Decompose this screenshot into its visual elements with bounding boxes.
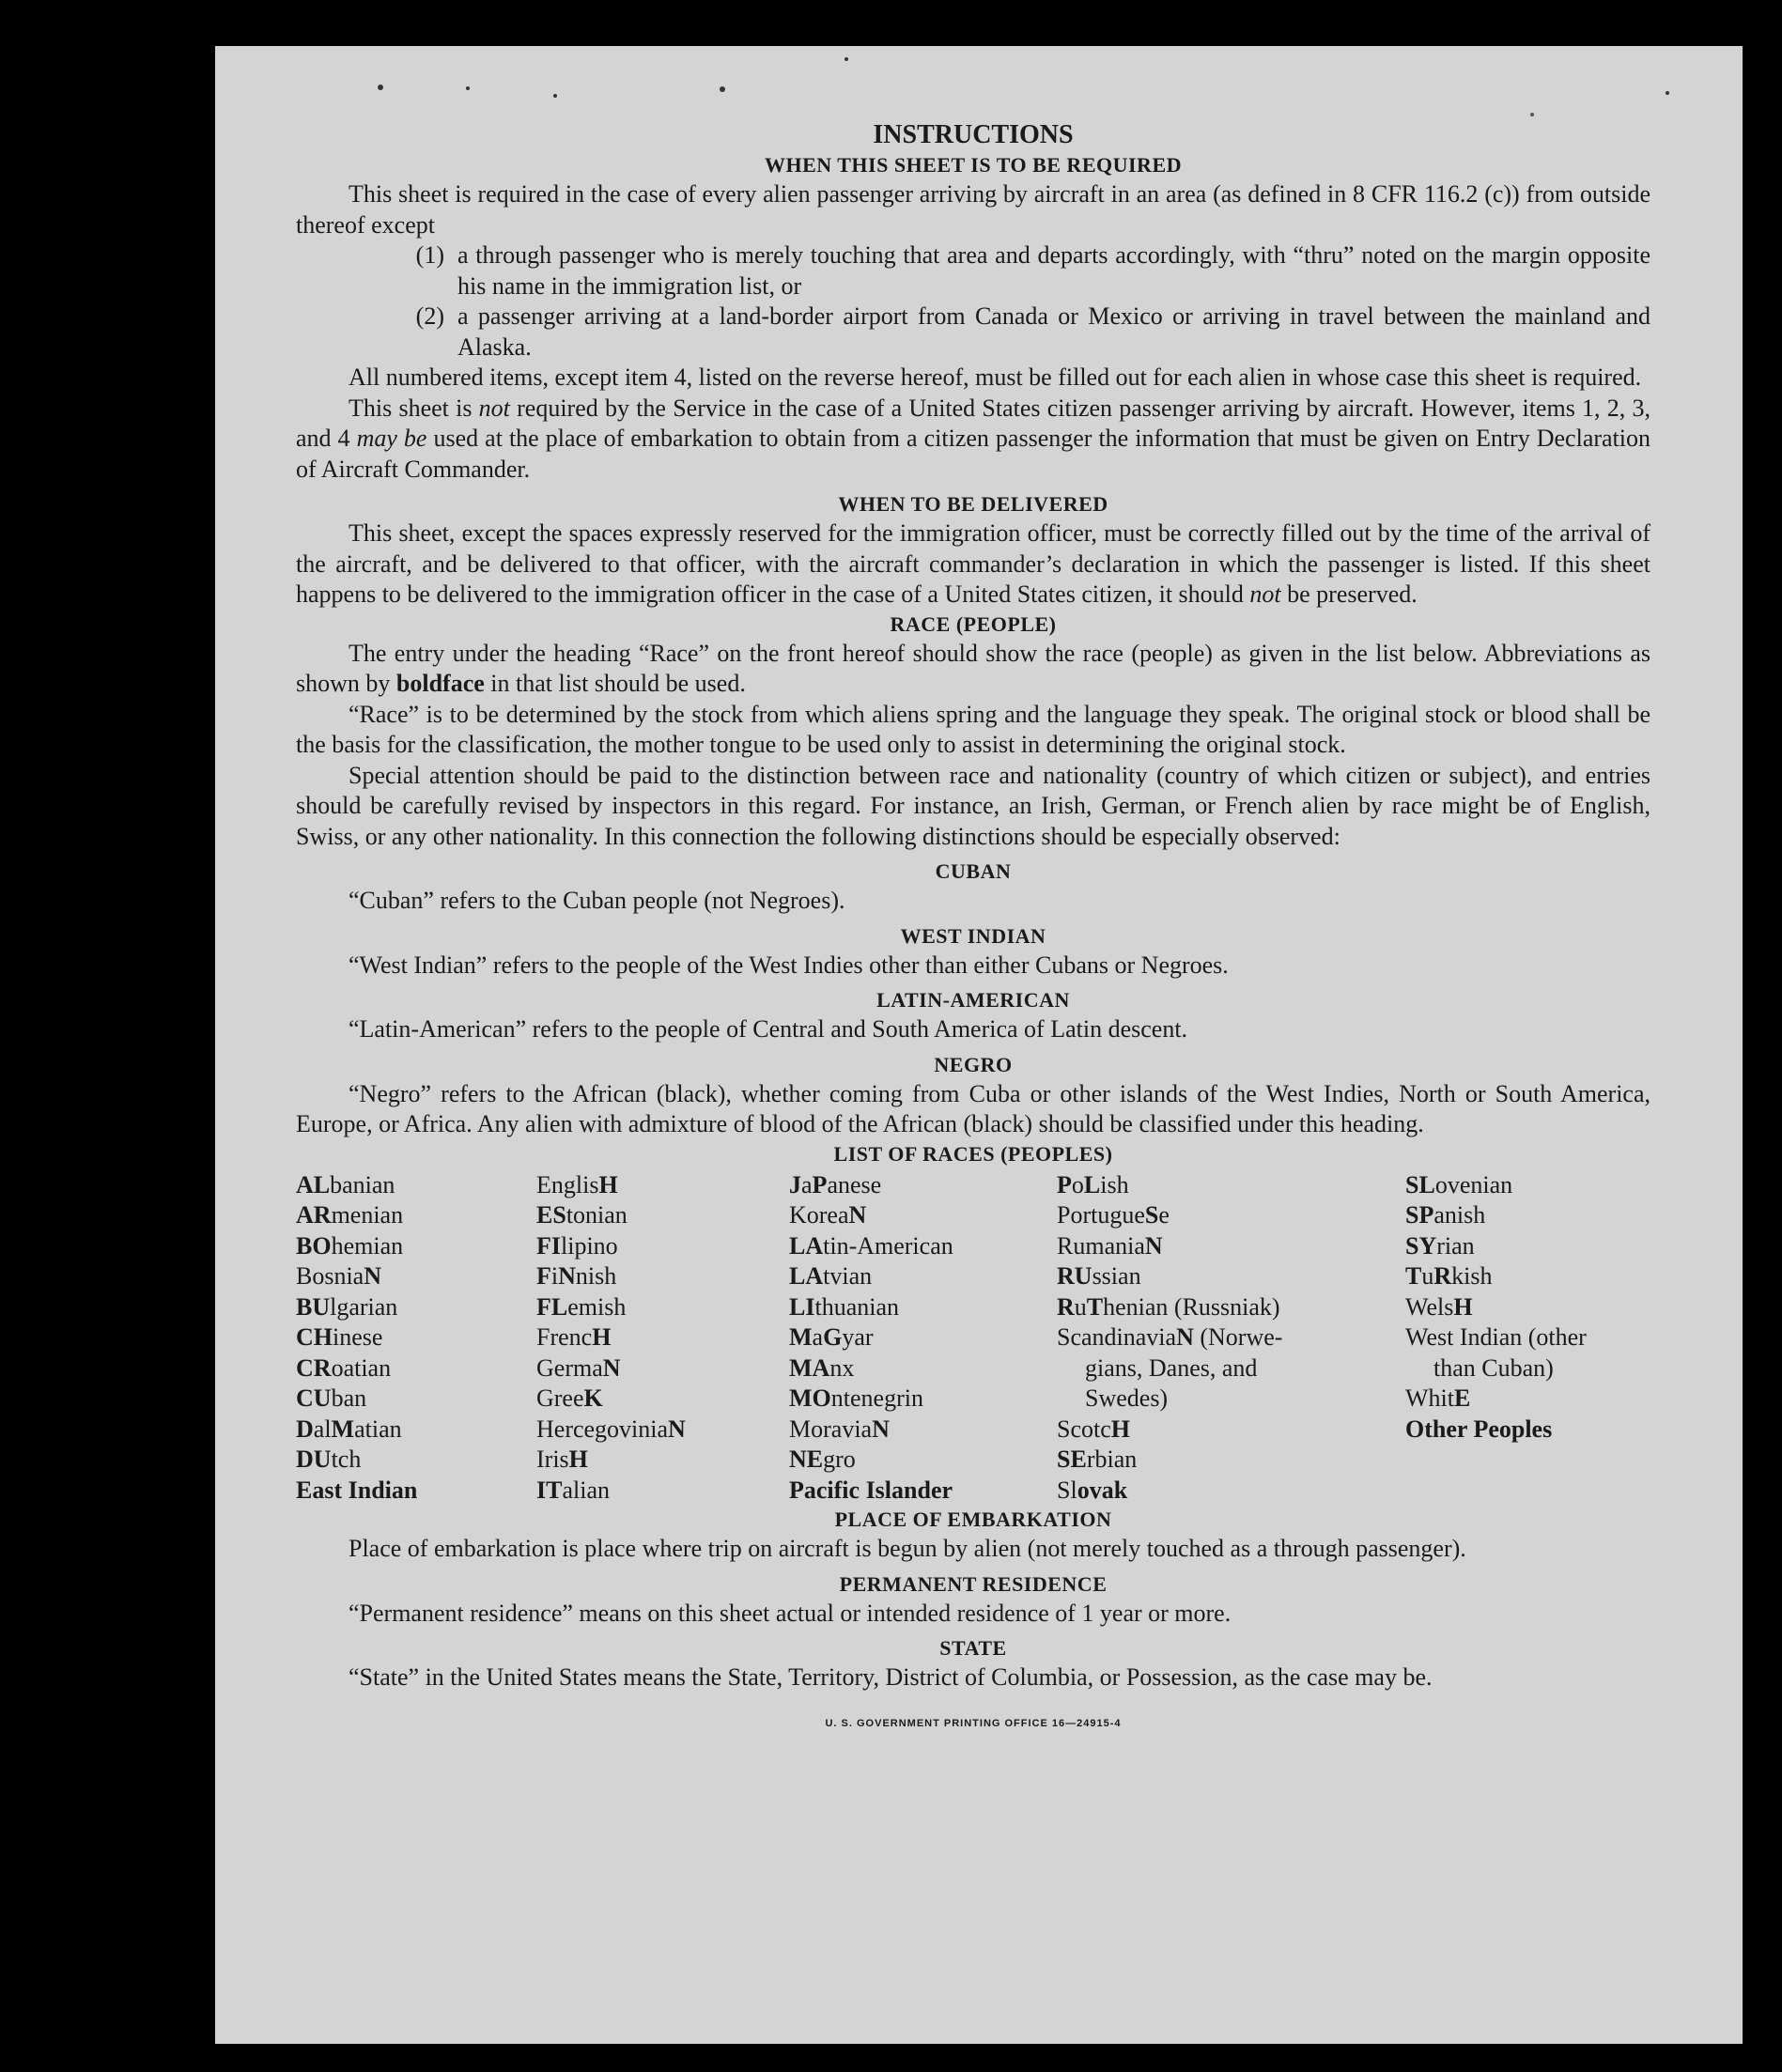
race-entry-continued: gians, Danes, and: [1085, 1353, 1258, 1382]
race-entry: TuRkish: [1405, 1262, 1493, 1290]
race-entry: LIthuanian: [789, 1292, 899, 1321]
negro-definition: “Negro” refers to the African (black), whether coming from Cuba or other islands of the West Indies, North or South America, Europe, or Africa. Any alien with admixture of blood of the African (black) should be classified under this heading.: [296, 1079, 1650, 1137]
numbered-items-paragraph: All numbered items, except item 4, listed on the reverse hereof, must be filled out for each alien in whose case this sheet is required.: [349, 363, 1642, 391]
heading-west-indian: WEST INDIAN: [900, 923, 1046, 948]
race-entry: CRoatian: [296, 1353, 392, 1382]
citizen-paragraph: This sheet is not required by the Service in the case of a United States citizen passenger arriving by aircraft. However, items 1, 2, 3, and 4 may be used at the place of embarkation to obtain from a citizen passenger the information that must be given on Entry Declaration of Aircraft Commander.: [296, 394, 1650, 483]
race-entry: ScandinaviaN (Norwe-: [1057, 1323, 1283, 1351]
document-page: [215, 46, 1743, 2044]
heading-negro: NEGRO: [934, 1052, 1013, 1076]
race-entry: MOntenegrin: [789, 1384, 923, 1412]
race-entry: FrencH: [536, 1323, 612, 1351]
races-list: [296, 1170, 1650, 1507]
race-entry: WelsH: [1405, 1292, 1473, 1321]
race-entry: PortugueSe: [1057, 1201, 1170, 1229]
race-entry: IrisH: [536, 1446, 588, 1473]
race-entry: HercegoviniaN: [536, 1415, 686, 1443]
race-entry: BosniaN: [296, 1262, 382, 1290]
cuban-definition: “Cuban” refers to the Cuban people (not Negroes).: [349, 887, 845, 914]
race-entry: FLemish: [536, 1292, 627, 1321]
race-entry: FIlipino: [536, 1231, 618, 1260]
race-entry: GreeK: [536, 1384, 603, 1412]
race-entry: ScotcH: [1057, 1415, 1130, 1443]
race-entry: RumaniaN: [1057, 1231, 1163, 1260]
item-text: a passenger arriving at a land-border airport from Canada or Mexico or arriving in travel between the mainland and Alaska.: [457, 302, 1650, 361]
race-paragraph-3: Special attention should be paid to the distinction between race and nationality (country of which citizen or subject), and entries should be carefully revised by inspectors in this regard. For instance, an Irish, German, or French alien by race might be of English, Swiss, or any other nationality. In this connection the following distinctions should be especially observed:: [296, 761, 1650, 850]
race-entry: MAnx: [789, 1353, 855, 1382]
race-entry: Pacific Islander: [789, 1476, 953, 1504]
printing-office-footer: U. S. GOVERNMENT PRINTING OFFICE 16—24915-4: [825, 1717, 1122, 1729]
exception-item-1: [296, 240, 1650, 302]
race-entry: Slovak: [1057, 1476, 1128, 1504]
race-entry: ARmenian: [296, 1201, 404, 1229]
race-entry: Other Peoples: [1405, 1415, 1553, 1443]
race-entry: RuThenian (Russniak): [1057, 1292, 1280, 1321]
residence-definition: “Permanent residence” means on this sheet actual or intended residence of 1 year or more.: [349, 1599, 1232, 1627]
race-entry: GermaN: [536, 1353, 621, 1382]
race-entry: PoLish: [1057, 1170, 1129, 1198]
race-paragraph-1: The entry under the heading “Race” on the front hereof should show the race (people) as given in the list below. Abbreviations as shown by boldface in that list should be used.: [296, 639, 1650, 697]
races-column-4: [1057, 1170, 1405, 1507]
required-intro: This sheet is required in the case of every alien passenger arriving by aircraft in an area (as defined in 8 CFR 116.2 (c)) from outside thereof except: [296, 180, 1650, 239]
race-entry: SLovenian: [1405, 1170, 1513, 1198]
race-entry: LAtin-American: [789, 1231, 953, 1260]
heading-list-of-races: LIST OF RACES (PEOPLES): [833, 1141, 1113, 1166]
state-definition: “State” in the United States means the State, Territory, District of Columbia, or Possession, as the case may be.: [349, 1663, 1433, 1691]
instructions-content: [296, 119, 1650, 1739]
heading-cuban: CUBAN: [935, 859, 1012, 883]
race-entry: SPanish: [1405, 1201, 1486, 1229]
heading-state: STATE: [939, 1636, 1007, 1660]
race-entry: RUssian: [1057, 1262, 1141, 1290]
race-entry: SYrian: [1405, 1231, 1475, 1260]
heading-race: RACE (PEOPLE): [890, 611, 1057, 636]
race-entry: ITalian: [536, 1476, 610, 1504]
heading-when-delivered: WHEN TO BE DELIVERED: [838, 492, 1108, 516]
races-column-1: [296, 1170, 536, 1507]
embarkation-definition: Place of embarkation is place where trip on aircraft is begun by alien (not merely touched as a through passenger).: [349, 1535, 1466, 1562]
latin-american-definition: “Latin-American” refers to the people of Central and South America of Latin descent.: [349, 1015, 1188, 1043]
race-entry: EnglisH: [536, 1170, 618, 1198]
race-entry: DUtch: [296, 1446, 362, 1473]
race-entry: BOhemian: [296, 1231, 404, 1260]
race-entry: CUban: [296, 1384, 367, 1412]
item-text: a through passenger who is merely touching that area and departs accordingly, with “thru” noted on the margin opposite his name in the immigration list, or: [457, 241, 1650, 300]
race-paragraph-2: “Race” is to be determined by the stock from which aliens spring and the language they speak. The original stock or blood shall be the basis for the classification, the mother tongue to be used only to assist in determining the original stock.: [296, 700, 1650, 758]
races-column-3: [789, 1170, 1057, 1507]
heading-when-required: WHEN THIS SHEET IS TO BE REQUIRED: [764, 153, 1183, 177]
item-number: (2): [415, 302, 444, 330]
race-entry: LAtvian: [789, 1262, 873, 1290]
exception-item-2: [296, 302, 1650, 363]
race-entry: JaPanese: [789, 1170, 882, 1198]
race-entry-continued: Swedes): [1085, 1384, 1169, 1412]
race-entry: EStonian: [536, 1201, 628, 1229]
race-entry: MaGyar: [789, 1323, 874, 1351]
race-entry: East Indian: [296, 1476, 418, 1504]
heading-latin-american: LATIN-AMERICAN: [876, 988, 1070, 1012]
west-indian-definition: “West Indian” refers to the people of the West Indies other than either Cubans or Negroes.: [349, 951, 1229, 979]
heading-permanent-residence: PERMANENT RESIDENCE: [839, 1571, 1108, 1596]
race-entry: KoreaN: [789, 1201, 867, 1229]
race-entry: SErbian: [1057, 1446, 1138, 1473]
race-entry: WhitE: [1405, 1384, 1471, 1412]
item-number: (1): [415, 241, 444, 269]
heading-place-of-embarkation: PLACE OF EMBARKATION: [834, 1508, 1112, 1531]
delivered-paragraph: This sheet, except the spaces expressly reserved for the immigration officer, must be correctly filled out by the time of the arrival of the aircraft, and be delivered to that officer, with the aircraft commander’s declaration in which the passenger is listed. If this sheet happens to be delivered to the immigration officer in the case of a United States citizen, it should not be preserved.: [296, 519, 1650, 608]
page-title: INSTRUCTIONS: [873, 120, 1074, 149]
race-entry: West Indian (other: [1405, 1323, 1587, 1351]
races-column-2: [536, 1170, 789, 1507]
race-entry: DalMatian: [296, 1415, 402, 1443]
race-entry: FiNnish: [536, 1262, 617, 1290]
race-entry: CHinese: [296, 1323, 383, 1351]
race-entry: NEgro: [789, 1446, 856, 1473]
race-entry: ALbanian: [296, 1170, 395, 1198]
race-entry-continued: than Cuban): [1433, 1353, 1554, 1382]
race-entry: BUlgarian: [296, 1292, 398, 1321]
races-column-5: [1405, 1170, 1650, 1507]
race-entry: MoraviaN: [789, 1415, 890, 1443]
